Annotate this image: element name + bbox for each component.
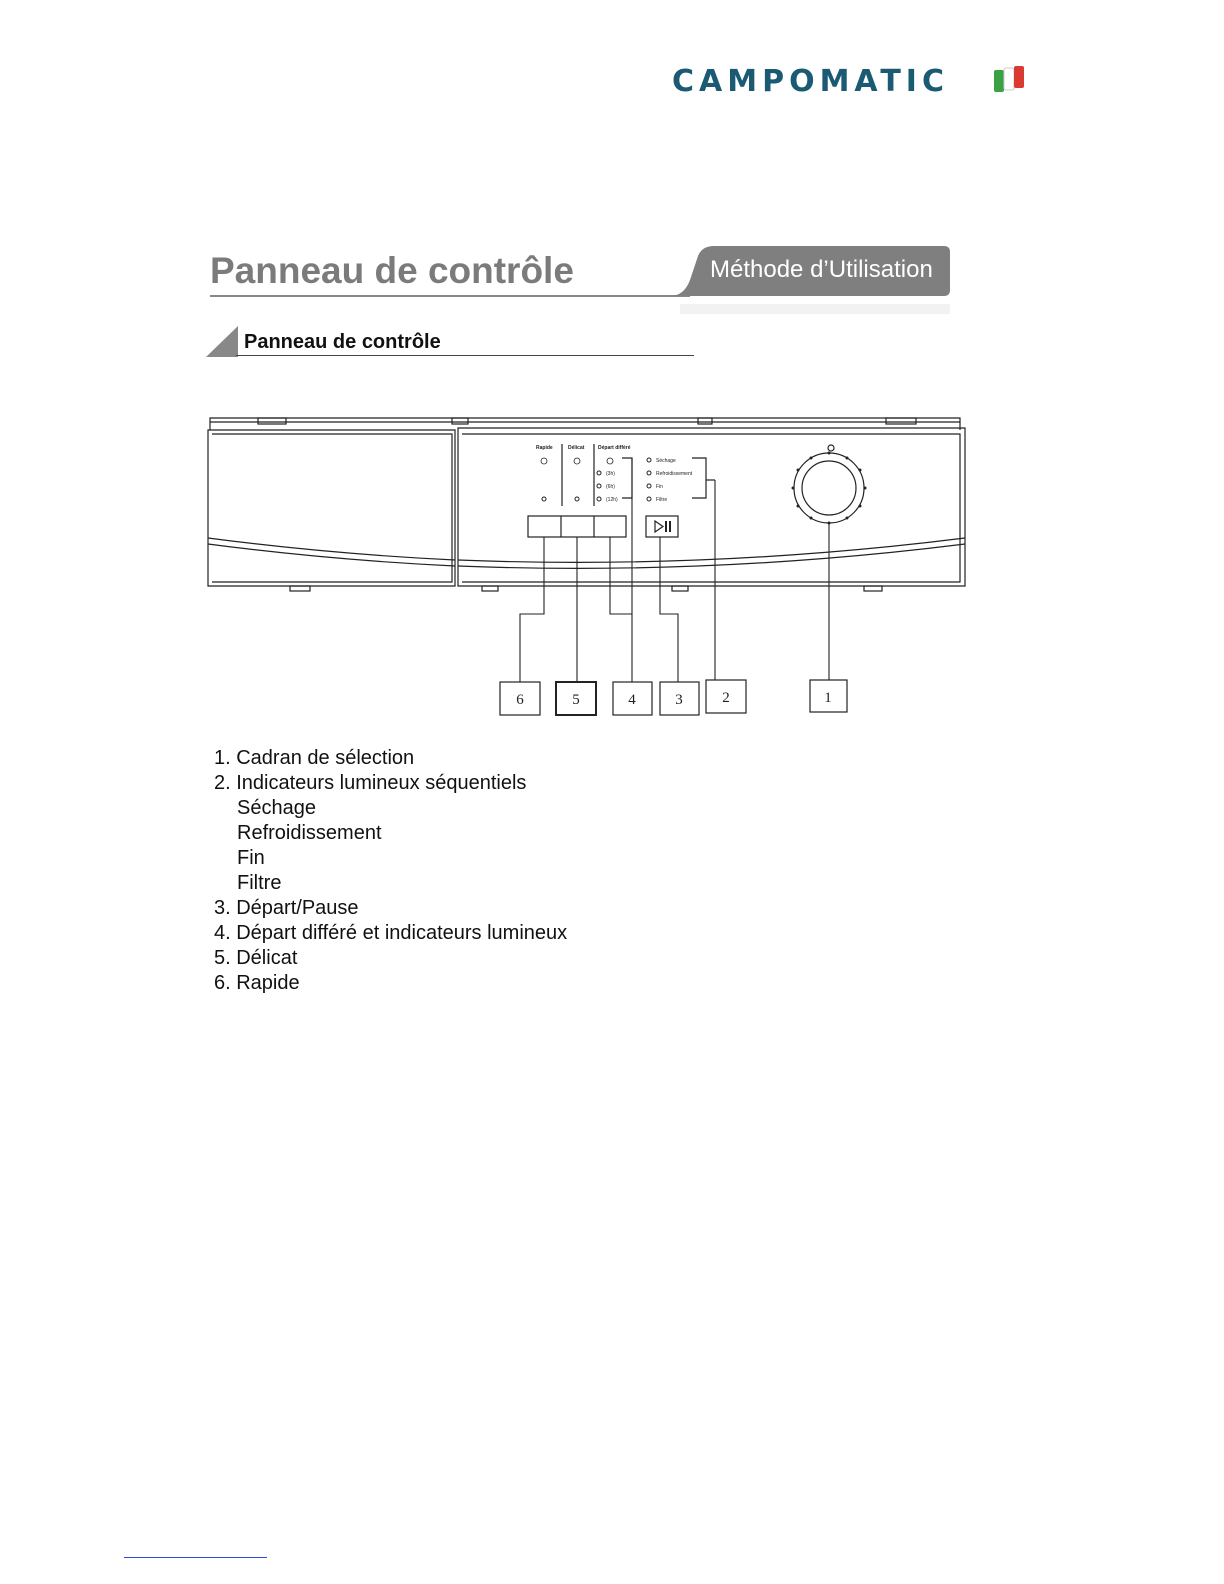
callout-4: 4: [628, 692, 636, 708]
legend-item-3: 3. Départ/Pause: [214, 897, 359, 919]
section-title: Panneau de contrôle: [244, 331, 441, 353]
legend-sub-fin: Fin: [237, 847, 265, 869]
delay-12h: (12h): [606, 497, 618, 503]
legend-item-1: 1. Cadran de sélection: [214, 747, 415, 769]
control-panel-diagram: [200, 410, 970, 730]
legend-sub-filtre: Filtre: [237, 872, 282, 894]
brand-name: CAMPOMATIC: [672, 64, 949, 99]
callout-1: 1: [824, 690, 832, 706]
label-depart-differe: Départ différé: [598, 445, 631, 451]
light-fin: Fin: [656, 484, 663, 490]
section-tab: [670, 244, 952, 298]
light-filtre: Filtre: [656, 497, 668, 503]
legend-list: [214, 746, 567, 996]
legend-sub-sechage: Séchage: [237, 797, 316, 819]
tab-shadow: [680, 304, 950, 314]
legend-sub-refroidissement: Refroidissement: [237, 822, 382, 844]
legend-item-6: 6. Rapide: [214, 972, 300, 994]
tab-label: Méthode d’Utilisation: [710, 256, 933, 283]
delay-3h: (3h): [606, 471, 615, 477]
callout-5: 5: [572, 692, 580, 708]
italian-flag-icon: [994, 66, 1024, 92]
clock-icon: [607, 458, 613, 464]
delay-6h: (6h): [606, 484, 615, 490]
section-underline: [236, 355, 694, 356]
section-triangle-icon: [206, 326, 238, 357]
footer-rule: [124, 1557, 267, 1558]
legend-item-5: 5. Délicat: [214, 947, 298, 969]
callout-6: 6: [516, 692, 524, 708]
delicat-icon: [574, 458, 580, 464]
page-title: Panneau de contrôle: [210, 250, 574, 291]
legend-item-2: 2. Indicateurs lumineux séquentiels: [214, 772, 527, 794]
rapide-icon: [541, 458, 547, 464]
start-pause-icon: [655, 521, 671, 532]
label-delicat: Délicat: [568, 445, 585, 451]
light-refroidissement: Refroidissement: [656, 471, 693, 477]
label-rapide: Rapide: [536, 445, 553, 451]
legend-item-4: 4. Départ différé et indicateurs lumineux: [214, 922, 568, 944]
title-underline: [210, 295, 690, 297]
light-sechage: Séchage: [656, 458, 676, 464]
callout-3: 3: [675, 692, 683, 708]
callout-2: 2: [722, 690, 730, 706]
brand-logo: [672, 62, 1032, 102]
